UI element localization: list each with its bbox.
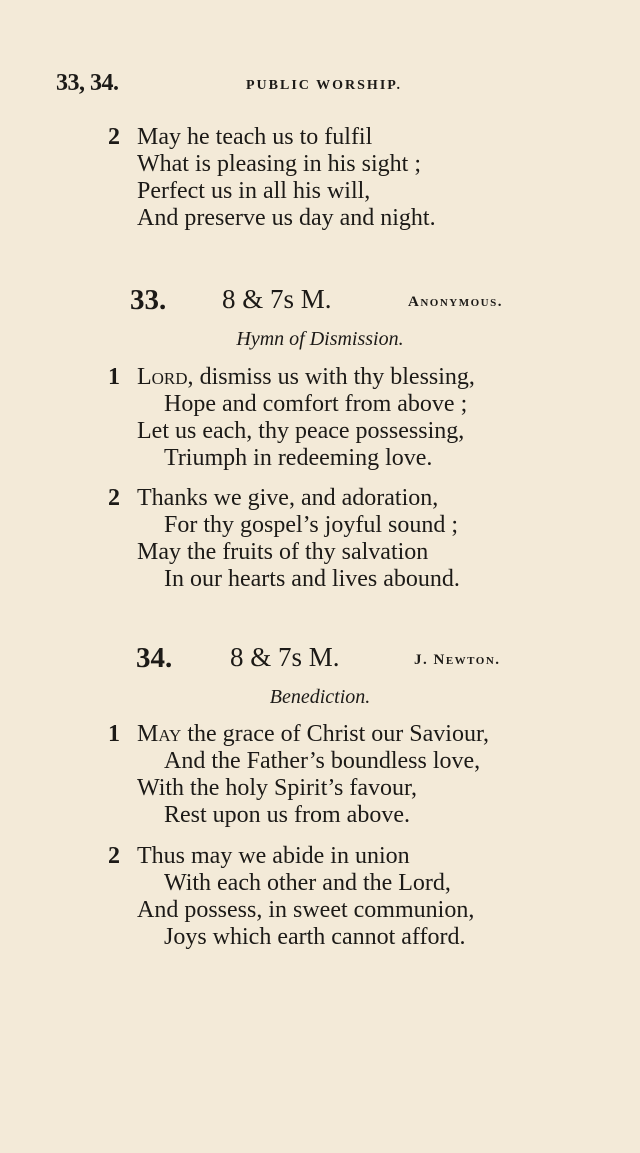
verse-line: Triumph in redeeming love. xyxy=(164,445,433,471)
verse-line: Thanks we give, and adoration, xyxy=(137,485,439,511)
verse-line: In our hearts and lives abound. xyxy=(164,566,460,592)
hymn-number: 34. xyxy=(136,642,173,674)
verse-line: And the Father’s boundless love, xyxy=(164,748,481,774)
verse-line: Perfect us in all his will, xyxy=(137,178,371,204)
verse-line: What is pleasing in his sight ; xyxy=(137,151,421,177)
verse-line: With each other and the Lord, xyxy=(164,870,451,896)
first-line-rest: the grace of Christ our Saviour, xyxy=(181,721,489,747)
first-word: May xyxy=(137,721,182,747)
verse-line xyxy=(137,721,489,748)
stanza-number: 1 xyxy=(108,721,120,747)
running-head xyxy=(56,70,584,100)
first-line-rest: dismiss us with thy blessing, xyxy=(193,364,475,390)
verse-line xyxy=(137,364,475,391)
hymn-subtitle: Hymn of Dismission. xyxy=(236,328,404,350)
verse-line: May the fruits of thy salvation xyxy=(137,539,429,565)
verse-line: Let us each, thy peace possessing, xyxy=(137,418,465,444)
hymn-meter: 8 & 7s M. xyxy=(230,642,340,672)
verse-line: And possess, in sweet communion, xyxy=(137,897,475,923)
verse-line: May he teach us to fulfil xyxy=(137,124,373,150)
verse-line: Joys which earth cannot afford. xyxy=(164,924,466,950)
hymn-subtitle: Benediction. xyxy=(269,686,371,708)
stanza-number: 2 xyxy=(108,485,120,511)
verse-line: And preserve us day and night. xyxy=(137,205,436,231)
hymn-34-heading xyxy=(0,642,640,676)
hymn-meter: 8 & 7s M. xyxy=(222,284,332,314)
verse-line: For thy gospel’s joyful sound ; xyxy=(164,512,459,538)
verse-line: Rest upon us from above. xyxy=(164,802,410,828)
stanza-number: 2 xyxy=(108,124,120,150)
hymn-33-heading xyxy=(0,284,640,318)
hymn-author: J. Newton. xyxy=(414,652,501,668)
hymn-author: Anonymous. xyxy=(408,294,503,310)
first-word: Lord, xyxy=(137,364,194,390)
page-number: 33, 34. xyxy=(56,70,119,96)
verse-line: With the holy Spirit’s favour, xyxy=(137,775,418,801)
stanza-number: 2 xyxy=(108,843,120,869)
running-title: PUBLIC WORSHIP. xyxy=(246,78,403,93)
stanza-number: 1 xyxy=(108,364,120,390)
verse-line: Thus may we abide in union xyxy=(137,843,410,869)
verse-line: Hope and comfort from above ; xyxy=(164,391,468,417)
hymn-number: 33. xyxy=(130,284,167,316)
